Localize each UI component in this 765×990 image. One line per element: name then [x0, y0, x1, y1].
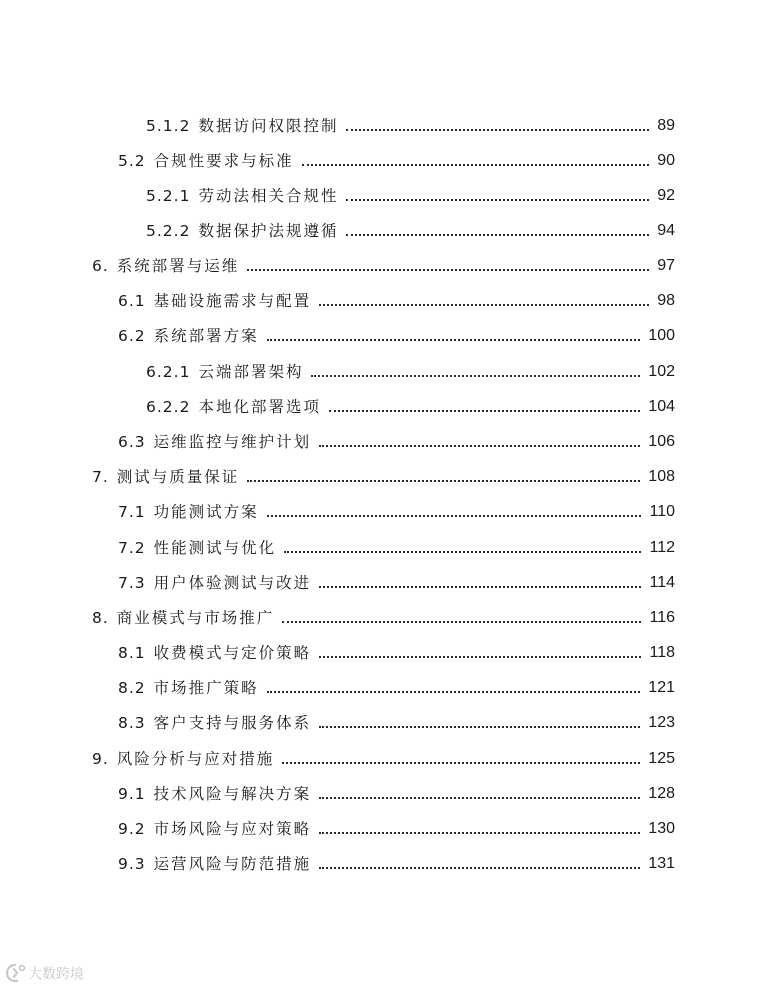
toc-entry-title: 运维监控与维护计划 [153, 433, 312, 451]
toc-entry-title: 商业模式与市场推广 [116, 609, 275, 627]
toc-entry-9-2[interactable] [118, 815, 675, 839]
toc-entry-number: 5.2.2 [146, 222, 191, 240]
toc-entry-number: 8.3 [118, 714, 146, 732]
dot-leader [267, 339, 641, 341]
dot-leader [319, 726, 640, 728]
toc-entry-number: 5.2 [118, 152, 146, 170]
dot-leader [319, 832, 640, 834]
dot-leader [319, 867, 640, 869]
toc-entry-8-2[interactable] [118, 674, 675, 698]
toc-entry-number: 5.1.2 [146, 117, 191, 135]
dot-leader [329, 410, 640, 412]
toc-entry-6-2-2[interactable] [146, 393, 675, 417]
toc-entry-number: 6. [92, 257, 109, 275]
toc-entry-page: 130 [648, 820, 675, 837]
toc-entry-number: 7.1 [118, 503, 146, 521]
toc-entry-9[interactable] [92, 745, 675, 769]
toc-entry-title: 本地化部署选项 [198, 398, 321, 416]
toc-entry-page: 89 [657, 117, 675, 134]
toc-entry-title: 数据访问权限控制 [198, 117, 339, 135]
toc-entry-title: 收费模式与定价策略 [153, 644, 312, 662]
toc-entry-7-1[interactable] [118, 498, 675, 522]
toc-entry-number: 8. [92, 609, 109, 627]
toc-entry-number: 8.1 [118, 644, 146, 662]
dot-leader [282, 762, 640, 764]
toc-entry-page: 102 [648, 363, 675, 380]
dot-leader [284, 551, 641, 553]
toc-entry-number: 5.2.1 [146, 187, 191, 205]
toc-entry-page: 106 [648, 433, 675, 450]
toc-entry-number: 6.2.1 [146, 363, 191, 381]
toc-entry-number: 9.1 [118, 785, 146, 803]
toc-entry-page: 116 [649, 609, 675, 626]
toc-entry-title: 基础设施需求与配置 [153, 292, 312, 310]
toc-entry-5-2[interactable] [118, 147, 675, 171]
dot-leader [319, 304, 649, 306]
toc-entry-title: 市场推广策略 [153, 679, 259, 697]
toc-entry-page: 110 [649, 503, 675, 520]
toc-entry-title: 用户体验测试与改进 [153, 574, 312, 592]
dot-leader [319, 797, 640, 799]
dot-leader [319, 586, 641, 588]
toc-entry-page: 118 [649, 644, 675, 661]
toc-entry-5-2-2[interactable] [146, 217, 675, 241]
toc-entry-6-3[interactable] [118, 428, 675, 452]
dot-leader [319, 656, 641, 658]
toc-entry-title: 云端部署架构 [198, 363, 304, 381]
dot-leader [302, 164, 650, 166]
toc-entry-number: 6.3 [118, 433, 146, 451]
toc-entry-5-1-2[interactable] [146, 112, 675, 136]
toc-entry-number: 7.2 [118, 539, 146, 557]
toc-entry-8-3[interactable] [118, 709, 675, 733]
toc-entry-title: 系统部署方案 [153, 327, 259, 345]
toc-entry-5-2-1[interactable] [146, 182, 675, 206]
toc-entry-6[interactable] [92, 252, 675, 276]
toc-entry-number: 7. [92, 468, 109, 486]
toc-entry-page: 123 [648, 714, 675, 731]
toc-entry-page: 131 [648, 855, 675, 872]
dot-leader [247, 480, 640, 482]
dot-leader [346, 234, 649, 236]
watermark [6, 962, 106, 984]
dot-leader [319, 445, 640, 447]
toc-entry-number: 6.1 [118, 292, 146, 310]
toc-entry-7-3[interactable] [118, 569, 675, 593]
toc-entry-page: 94 [657, 222, 675, 239]
toc-entry-7-2[interactable] [118, 534, 675, 558]
dot-leader [267, 515, 642, 517]
toc-entry-6-2[interactable] [118, 322, 675, 346]
toc-entry-title: 数据保护法规遵循 [198, 222, 339, 240]
toc-entry-number: 6.2.2 [146, 398, 191, 416]
toc-entry-page: 125 [648, 750, 675, 767]
toc-entry-6-1[interactable] [118, 287, 675, 311]
dot-leader [311, 375, 640, 377]
toc-entry-title: 测试与质量保证 [116, 468, 240, 486]
toc-entry-title: 市场风险与应对策略 [153, 820, 312, 838]
toc-entry-7[interactable] [92, 463, 675, 487]
toc-entry-number: 7.3 [118, 574, 146, 592]
toc-entry-9-3[interactable] [118, 850, 675, 874]
toc-entry-number: 9.3 [118, 855, 146, 873]
toc-entry-page: 112 [649, 539, 675, 556]
toc-entry-page: 108 [648, 468, 675, 485]
toc-entry-page: 98 [657, 292, 675, 309]
toc-entry-9-1[interactable] [118, 780, 675, 804]
toc-entry-title: 系统部署与运维 [116, 257, 240, 275]
toc-entry-number: 9.2 [118, 820, 146, 838]
dot-leader [346, 129, 649, 131]
toc-entry-page: 128 [648, 785, 675, 802]
toc-entry-number: 8.2 [118, 679, 146, 697]
toc-entry-8[interactable] [92, 604, 675, 628]
toc-entry-8-1[interactable] [118, 639, 675, 663]
watermark-text: 大数跨境 [28, 966, 84, 983]
dot-leader [267, 691, 641, 693]
toc-entry-page: 92 [657, 187, 675, 204]
dot-leader [247, 269, 649, 271]
toc-entry-title: 风险分析与应对措施 [116, 750, 275, 768]
toc-entry-page: 121 [648, 679, 675, 696]
toc-entry-title: 功能测试方案 [153, 503, 259, 521]
toc-entry-page: 104 [648, 398, 675, 415]
toc-entry-title: 技术风险与解决方案 [153, 785, 312, 803]
toc-entry-title: 性能测试与优化 [153, 539, 277, 557]
toc-entry-page: 90 [657, 152, 675, 169]
watermark-logo-icon [6, 962, 106, 984]
toc-entry-number: 6.2 [118, 327, 146, 345]
toc-entry-6-2-1[interactable] [146, 358, 675, 382]
toc-entry-page: 97 [657, 257, 675, 274]
dot-leader [346, 199, 649, 201]
toc-entry-page: 114 [649, 574, 675, 591]
toc-entry-number: 9. [92, 750, 109, 768]
toc-entry-title: 合规性要求与标准 [153, 152, 294, 170]
toc-entry-page: 100 [648, 327, 675, 344]
dot-leader [282, 621, 641, 623]
toc-entry-title: 客户支持与服务体系 [153, 714, 312, 732]
toc-entry-title: 劳动法相关合规性 [198, 187, 339, 205]
toc-entry-title: 运营风险与防范措施 [153, 855, 312, 873]
